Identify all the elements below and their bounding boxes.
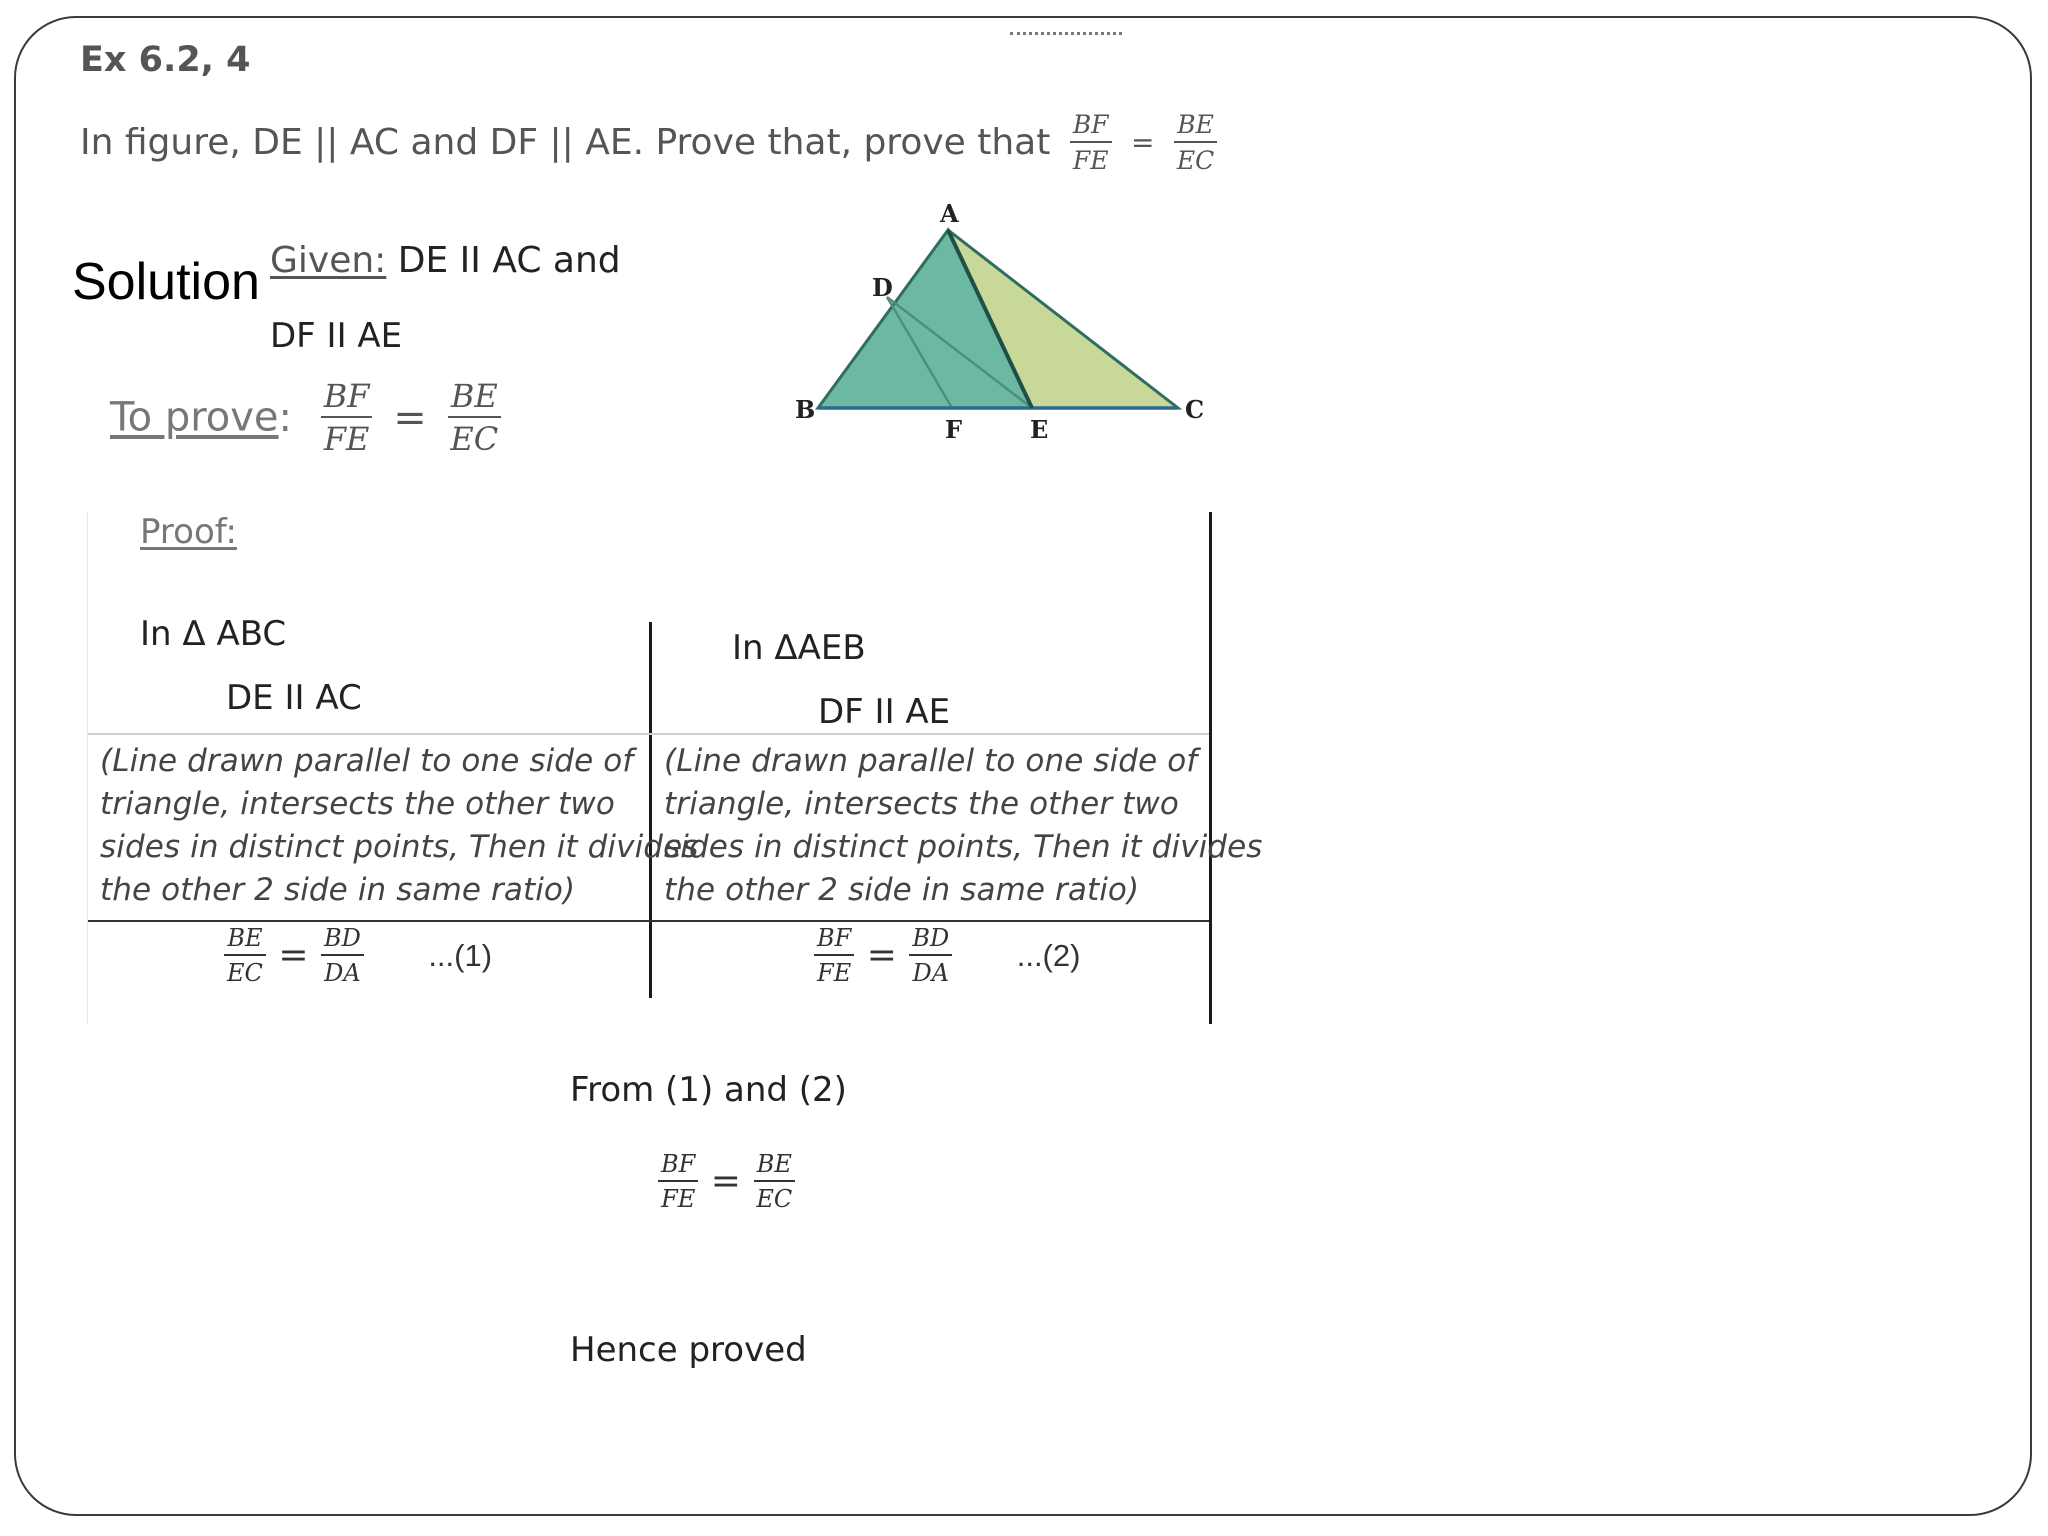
right-reason-note: (Line drawn parallel to one side of triangle, intersects the other two sides in distinct points, Then it divides the other 2 side in same ratio) (664, 743, 1263, 908)
vertex-label-d: D (872, 273, 893, 302)
to-prove-fraction-bf-fe (321, 377, 373, 458)
fraction-numerator: BE (448, 380, 501, 418)
fraction-numerator: BD (321, 926, 364, 956)
vertex-label-e: E (1030, 415, 1049, 444)
equals-sign: = (393, 394, 427, 441)
fraction-denominator: FE (661, 1185, 696, 1213)
question-text: In figure, DE || AC and DF || AE. Prove that, prove that (80, 122, 1051, 163)
proof-label: Proof: (140, 512, 237, 552)
right-parallel-statement: DF II AE (818, 692, 951, 732)
given-label: Given: (270, 240, 387, 281)
fraction-denominator: DA (912, 959, 950, 987)
fraction-denominator: EC (1176, 146, 1215, 175)
exercise-number: Ex 6.2, 4 (80, 40, 251, 80)
equation-tag-1: ...(1) (428, 937, 493, 973)
vertex-label-b: B (795, 395, 816, 424)
triangle-figure (780, 200, 1240, 450)
given-text-1: DE II AC and (397, 240, 621, 281)
left-reason-note: (Line drawn parallel to one side of triangle, intersects the other two sides in distinct points, Then it divides the other 2 side in same ratio) (100, 743, 699, 908)
fraction-denominator: EC (227, 959, 263, 987)
proof-table-row-divider-1 (88, 733, 1209, 735)
fraction-numerator: BF (321, 380, 373, 418)
fraction-bf-fe (814, 926, 854, 985)
vertex-label-a: A (940, 200, 959, 228)
equals-sign: = (1130, 126, 1155, 159)
fraction-denominator: FE (817, 959, 852, 987)
conclusion-equation (658, 1152, 795, 1211)
top-artifact-line (1010, 32, 1122, 35)
equation-tag-2: ...(2) (1016, 937, 1081, 973)
fraction-bd-da (909, 926, 952, 985)
fraction-numerator: BF (814, 926, 854, 956)
right-equation (814, 926, 1080, 985)
fraction-numerator: BF (1070, 112, 1112, 143)
fraction-denominator: FE (1072, 146, 1109, 175)
to-prove-label: To prove (110, 394, 279, 441)
equals-sign: = (710, 1161, 741, 1202)
fraction-denominator: EC (756, 1185, 793, 1213)
given-line-1 (270, 240, 621, 281)
question-fraction-be-ec (1174, 112, 1217, 173)
vertex-label-f: F (945, 415, 963, 444)
fraction-be-ec (753, 1152, 795, 1211)
right-triangle-label: In ΔAEB (732, 628, 866, 668)
vertex-label-c: C (1185, 395, 1205, 424)
to-prove-colon: : (278, 394, 293, 441)
left-triangle-label: In Δ ABC (140, 614, 287, 654)
to-prove-fraction-be-ec (447, 377, 501, 458)
proof-table-row-divider-2 (88, 920, 1209, 922)
fraction-denominator: EC (450, 420, 499, 458)
question-line (80, 112, 1217, 173)
fraction-numerator: BD (909, 926, 952, 956)
fraction-denominator: FE (323, 420, 370, 458)
equals-sign: = (866, 935, 897, 976)
fraction-numerator: BE (1174, 112, 1217, 143)
solution-heading: Solution (72, 253, 260, 311)
to-prove-line (110, 377, 501, 458)
fraction-bd-da (321, 926, 364, 985)
fraction-numerator: BE (754, 1152, 795, 1182)
question-fraction-bf-fe (1070, 112, 1112, 173)
fraction-bf-fe (658, 1152, 698, 1211)
left-parallel-statement: DE II AC (226, 678, 362, 718)
left-equation (224, 926, 492, 985)
fraction-numerator: BF (658, 1152, 698, 1182)
fraction-denominator: DA (324, 959, 361, 987)
equals-sign: = (278, 935, 309, 976)
hence-proved-text: Hence proved (570, 1330, 807, 1370)
proof-table-left-border (87, 512, 88, 1024)
conclusion-from-text: From (1) and (2) (570, 1070, 847, 1110)
fraction-be-ec (224, 926, 266, 985)
fraction-numerator: BE (224, 926, 265, 956)
given-line-2: DF II AE (270, 316, 403, 356)
